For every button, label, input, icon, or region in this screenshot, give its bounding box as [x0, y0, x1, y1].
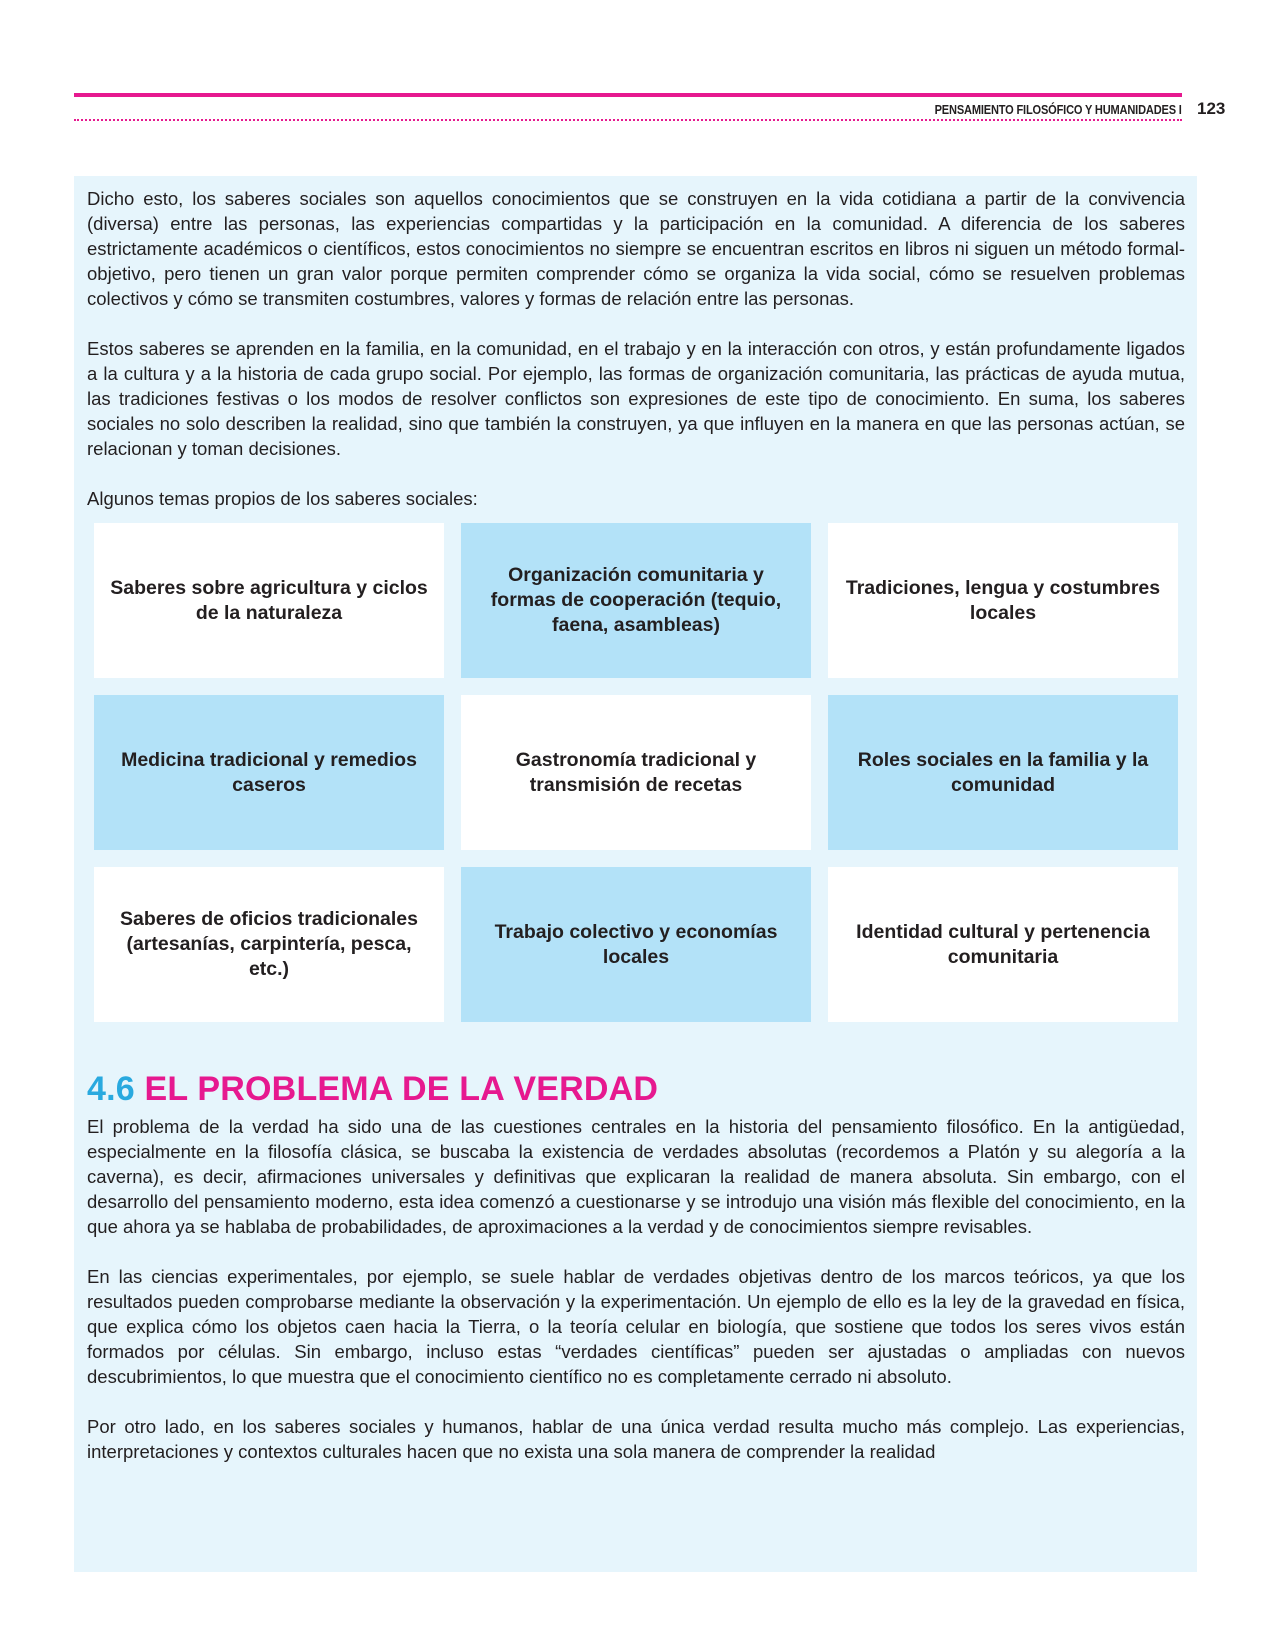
page-number: 123: [1197, 99, 1226, 118]
topics-grid: [94, 523, 1178, 1022]
section-paragraph-1: El problema de la verdad ha sido una de las cuestiones centrales en la historia del pensamiento filosófico. En la antigüedad, especialmente en la filosofía clásica, se buscaba la existencia de verdades absolutas (recordemos a Platón y su alegoría a la caverna), es decir, afirmaciones universales y definitivas que explicaran la realidad de manera absoluta. Sin embargo, con el desarrollo del pensamiento moderno, esta idea comenzó a cuestionarse y se introdujo una visión más flexible del conocimiento, en la que ahora ya se hablaba de probabilidades, de aproximaciones a la verdad y de conocimientos siempre revisables.: [87, 1116, 1185, 1237]
intro-paragraph-1: Dicho esto, los saberes sociales son aquellos conocimientos que se construyen en la vida cotidiana a partir de la convivencia (diversa) entre las personas, las experiencias compartidas y la participación en la comunidad. A diferencia de los saberes estrictamente académicos o científicos, estos conocimientos no siempre se encuentran escritos en libros ni siguen un método formal-objetivo, pero tienen un gran valor porque permiten comprender cómo se organiza la vida social, cómo se resuelven problemas colectivos y cómo se transmiten costumbres, valores y formas de relación entre las personas.: [87, 188, 1185, 309]
header-rule: [74, 93, 1182, 97]
topic-card: Saberes de oficios tradicionales (artesanías, carpintería, pesca, etc.): [94, 867, 444, 1022]
topic-card: Gastronomía tradicional y transmisión de recetas: [461, 695, 811, 850]
topic-card: Organización comunitaria y formas de cooperación (tequio, faena, asambleas): [461, 523, 811, 678]
section-title: EL PROBLEMA DE LA VERDAD: [144, 1070, 659, 1108]
running-header-title: PENSAMIENTO FILOSÓFICO Y HUMANIDADES I: [934, 102, 1182, 117]
topic-card: Saberes sobre agricultura y ciclos de la naturaleza: [94, 523, 444, 678]
topic-card: Identidad cultural y pertenencia comunitaria: [828, 867, 1178, 1022]
section-number: 4.6: [87, 1070, 135, 1108]
section-paragraph-3: Por otro lado, en los saberes sociales y humanos, hablar de una única verdad resulta mucho más complejo. Las experiencias, interpretaciones y contextos culturales hacen que no exista una sola manera de comprender la realidad: [87, 1416, 1185, 1462]
intro-paragraph-2: Estos saberes se aprenden en la familia, en la comunidad, en el trabajo y en la interacción con otros, y están profundamente ligados a la cultura y a la historia de cada grupo social. Por ejemplo, las formas de organización comunitaria, las prácticas de ayuda mutua, las tradiciones festivas o los modos de resolver conflictos son expresiones de este tipo de conocimiento. En suma, los saberes sociales no solo describen la realidad, sino que también la construyen, ya que influyen en la manera en que las personas actúan, se relacionan y toman decisiones.: [87, 338, 1185, 459]
section-paragraph-2: En las ciencias experimentales, por ejemplo, se suele hablar de verdades objetivas dentro de los marcos teóricos, ya que los resultados pueden comprobarse mediante la observación y la experimentación. Un ejemplo de ello es la ley de la gravedad en física, que explica cómo los objetos caen hacia la Tierra, o la teoría celular en biología, que sostiene que todos los seres vivos están formados por células. Sin embargo, incluso estas “verdades científicas” pueden ser ajustadas o ampliadas con nuevos descubrimientos, lo que muestra que el conocimiento científico no es completamente cerrado ni absoluto.: [87, 1266, 1185, 1387]
topic-card: Medicina tradicional y remedios caseros: [94, 695, 444, 850]
section-heading: [87, 1070, 1185, 1108]
topic-card: Roles sociales en la familia y la comunidad: [828, 695, 1178, 850]
topics-lead-in: Algunos temas propios de los saberes sociales:: [87, 488, 478, 509]
topic-card: Trabajo colectivo y economías locales: [461, 867, 811, 1022]
header-dotted-rule: [74, 119, 1182, 121]
topic-card: Tradiciones, lengua y costumbres locales: [828, 523, 1178, 678]
content-panel: [74, 176, 1197, 1572]
